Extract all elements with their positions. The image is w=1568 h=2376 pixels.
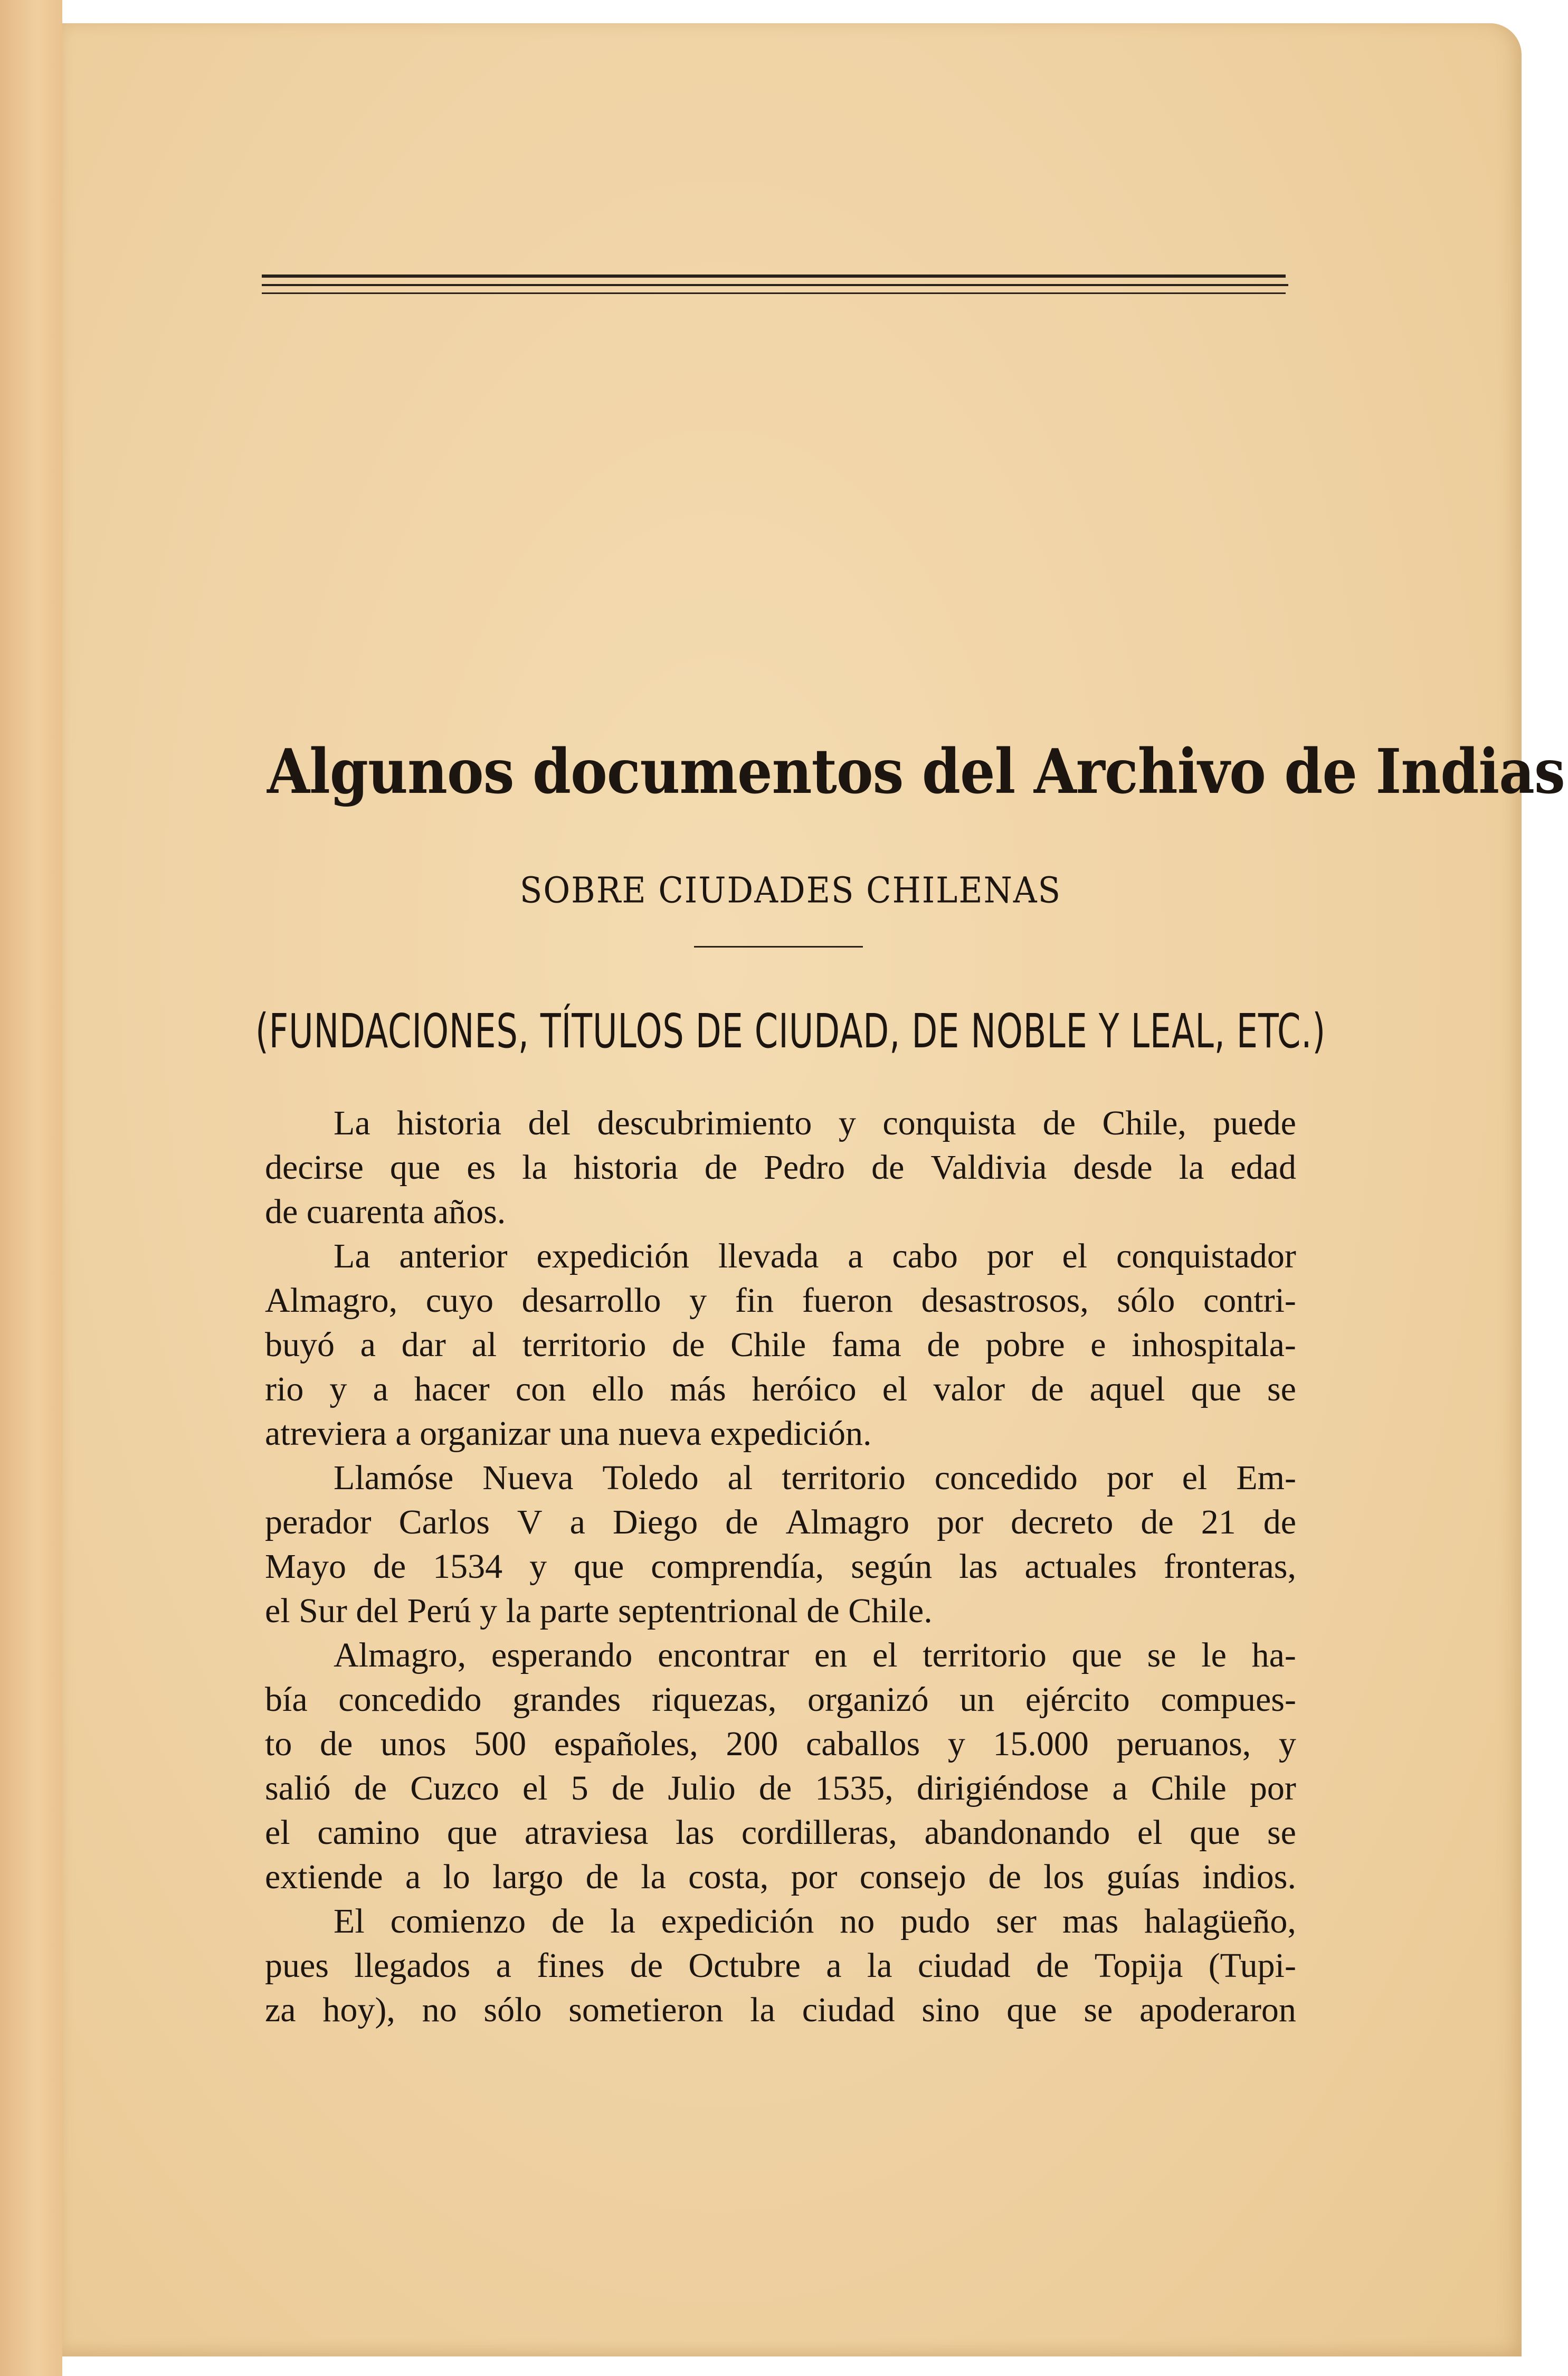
word: un <box>959 1680 995 1719</box>
paper-sheet <box>62 23 1565 2356</box>
word: por <box>937 1503 984 1541</box>
word: guías <box>1106 1858 1180 1896</box>
word: fama <box>831 1326 901 1364</box>
word: Mayo <box>265 1547 346 1586</box>
word: Almagro, <box>334 1636 467 1674</box>
word: unos <box>380 1725 446 1763</box>
word: za <box>265 1991 296 2029</box>
word: Almagro <box>785 1503 910 1541</box>
word: ejército <box>1025 1680 1130 1719</box>
word: atreviera <box>265 1414 396 1453</box>
text-line <box>265 1944 1296 1988</box>
word: de <box>758 1769 792 1807</box>
word: Chile. <box>848 1592 933 1630</box>
word: que <box>1071 1636 1122 1674</box>
word: bía <box>265 1680 308 1719</box>
word: Em- <box>1236 1459 1296 1497</box>
word: nueva <box>618 1414 710 1453</box>
word: ello <box>592 1370 644 1408</box>
text-line <box>265 1101 1296 1146</box>
word: españoles, <box>554 1725 698 1763</box>
word: sometieron <box>568 1991 724 2029</box>
word: a <box>569 1503 585 1541</box>
word: pudo <box>900 1902 971 1940</box>
word: y <box>479 1592 506 1630</box>
word: por <box>986 1237 1033 1275</box>
word: se <box>1267 1370 1296 1408</box>
word: más <box>670 1370 726 1408</box>
word: Julio <box>668 1769 736 1807</box>
word: del <box>528 1104 571 1142</box>
word: expedición <box>661 1902 814 1940</box>
text-line <box>265 1633 1296 1678</box>
word: sólo <box>483 1991 542 2029</box>
word: de <box>1141 1503 1174 1541</box>
word: que <box>1191 1370 1241 1408</box>
word: Chile, <box>1102 1104 1186 1142</box>
word: concedido <box>934 1459 1078 1497</box>
word: costa, <box>688 1858 769 1896</box>
word: una <box>559 1414 619 1453</box>
document-subtitle: SOBRE CIUDADES CHILENAS <box>519 869 1062 911</box>
word: septentrional <box>618 1592 807 1630</box>
word: llegados <box>354 1946 471 1985</box>
word: el <box>1182 1459 1208 1497</box>
word: ser <box>996 1902 1037 1940</box>
word: sino <box>921 1991 980 2029</box>
text-line <box>265 1234 1296 1279</box>
word: comprendía, <box>651 1547 824 1586</box>
document-title: Algunos documentos del Archivo de Indias <box>267 736 1565 808</box>
word: a <box>373 1370 388 1408</box>
word: por <box>1106 1459 1153 1497</box>
word: es <box>467 1148 496 1187</box>
word: compues- <box>1161 1680 1296 1719</box>
top-rule <box>262 292 1286 294</box>
word: la <box>867 1946 892 1985</box>
word: 200 <box>726 1725 778 1763</box>
word: a <box>1112 1769 1128 1807</box>
word: de <box>672 1326 705 1364</box>
word: la <box>522 1148 547 1187</box>
word: a <box>395 1414 420 1453</box>
text-line <box>265 1855 1296 1899</box>
text-line <box>265 1500 1296 1545</box>
text-line <box>265 1545 1296 1589</box>
word: largo <box>492 1858 564 1896</box>
word: dirigiéndose <box>916 1769 1089 1807</box>
word: ciudad <box>917 1946 1011 1985</box>
text-line <box>265 1678 1296 1722</box>
word: de <box>585 1858 619 1896</box>
word: cuyo <box>425 1281 494 1320</box>
word: organizar <box>420 1414 559 1453</box>
body-text <box>265 1101 1296 2032</box>
word: Perú <box>407 1592 480 1630</box>
word: según <box>851 1547 933 1586</box>
text-line <box>265 1456 1296 1500</box>
text-line <box>265 1323 1296 1367</box>
word: grandes <box>512 1680 621 1719</box>
word: que <box>447 1813 498 1852</box>
word: 5 <box>571 1769 588 1807</box>
word: la <box>1179 1148 1204 1187</box>
word: inhospitala- <box>1132 1326 1296 1364</box>
word: caballos <box>805 1725 920 1763</box>
text-line <box>265 1766 1296 1811</box>
word: expedición <box>536 1237 690 1275</box>
word: 21 <box>1201 1503 1236 1541</box>
word: que <box>389 1148 441 1187</box>
word: to <box>265 1725 292 1763</box>
word: al <box>727 1459 753 1497</box>
word: se <box>1147 1636 1176 1674</box>
word: edad <box>1230 1148 1296 1187</box>
word: Carlos <box>398 1503 490 1541</box>
word: territorio <box>923 1636 1047 1674</box>
word: ha- <box>1251 1636 1296 1674</box>
word: abandonando <box>924 1813 1110 1852</box>
word: a <box>826 1946 842 1985</box>
word: de <box>806 1592 849 1630</box>
word: de <box>1031 1370 1064 1408</box>
word: Sur <box>299 1592 356 1630</box>
word: hoy), <box>322 1991 395 2029</box>
word: 500 <box>474 1725 527 1763</box>
word: que <box>1006 1991 1057 2029</box>
word: Almagro, <box>265 1281 398 1320</box>
word: El <box>334 1902 365 1940</box>
word: (Tupi- <box>1208 1946 1296 1985</box>
top-rule <box>262 284 1288 286</box>
text-line <box>265 1589 1296 1633</box>
word: se <box>1084 1991 1113 2029</box>
word: hacer <box>414 1370 490 1408</box>
word: a <box>405 1858 421 1896</box>
section-heading: (FUNDACIONES, TÍTULOS DE CIUDAD, DE NOBLE Y LEAL, ETC.) <box>255 1004 1326 1059</box>
word: decreto <box>1011 1503 1114 1541</box>
word: las <box>959 1547 998 1586</box>
text-line <box>265 1412 1296 1456</box>
word: indios. <box>1202 1858 1296 1896</box>
word: desastrosos, <box>921 1281 1089 1320</box>
word: las <box>675 1813 715 1852</box>
word: 1534 <box>433 1547 503 1586</box>
word: el <box>522 1769 548 1807</box>
word: y <box>947 1725 965 1763</box>
binding-edge <box>0 0 62 2376</box>
word: territorio <box>522 1326 647 1364</box>
word: de <box>319 1725 353 1763</box>
word: peruanos, <box>1116 1725 1251 1763</box>
word: pues <box>265 1946 329 1985</box>
word: el <box>265 1592 299 1630</box>
word: ciudad <box>802 1991 895 2029</box>
word: e <box>1090 1326 1106 1364</box>
word: conquistador <box>1116 1237 1296 1275</box>
word: actuales <box>1024 1547 1137 1586</box>
word: Octubre <box>688 1946 801 1985</box>
word: lo <box>443 1858 470 1896</box>
word: La <box>334 1237 370 1275</box>
word: se <box>1267 1813 1296 1852</box>
word: parte <box>539 1592 618 1630</box>
word: le <box>1201 1636 1227 1674</box>
word: Chile <box>1151 1769 1227 1807</box>
word: de <box>1263 1503 1296 1541</box>
word: de <box>630 1946 663 1985</box>
word: el <box>882 1370 908 1408</box>
word: buyó <box>265 1326 335 1364</box>
word: La <box>334 1104 370 1142</box>
word: fines <box>537 1946 605 1985</box>
word: conquista <box>882 1104 1016 1142</box>
word: comienzo <box>390 1902 526 1940</box>
word: no <box>422 1991 457 2029</box>
word: Pedro <box>764 1148 845 1187</box>
word: y <box>1278 1725 1296 1763</box>
text-line <box>265 1988 1296 2032</box>
word: anterior <box>399 1237 508 1275</box>
word: que <box>574 1547 624 1586</box>
word: de <box>704 1148 738 1187</box>
word: el <box>872 1636 898 1674</box>
text-line <box>265 1279 1296 1323</box>
word: no <box>840 1902 875 1940</box>
word: 15.000 <box>993 1725 1089 1763</box>
word: de <box>725 1503 758 1541</box>
word: a <box>848 1237 863 1275</box>
word: aquel <box>1089 1370 1165 1408</box>
word: V <box>517 1503 543 1541</box>
word: encontrar <box>658 1636 790 1674</box>
word: heróico <box>752 1370 857 1408</box>
word: halagüeño, <box>1144 1902 1296 1940</box>
word: Llamóse <box>334 1459 454 1497</box>
word: años. <box>433 1192 506 1231</box>
word: a <box>360 1326 376 1364</box>
word: puede <box>1213 1104 1296 1142</box>
word: historia <box>397 1104 502 1142</box>
word: del <box>356 1592 407 1630</box>
word: contri- <box>1203 1281 1296 1320</box>
word: dar <box>401 1326 446 1364</box>
separator-rule <box>694 946 863 948</box>
word: salió <box>265 1769 331 1807</box>
word: de <box>373 1547 406 1586</box>
word: atraviesa <box>524 1813 649 1852</box>
word: que <box>1190 1813 1240 1852</box>
word: riquezas, <box>651 1680 777 1719</box>
word: Diego <box>612 1503 698 1541</box>
word: Chile <box>730 1326 806 1364</box>
word: Toledo <box>602 1459 699 1497</box>
word: expedición. <box>710 1414 872 1453</box>
word: de <box>1042 1104 1076 1142</box>
word: desarrollo <box>521 1281 661 1320</box>
word: de <box>1036 1946 1069 1985</box>
word: por <box>1249 1769 1296 1807</box>
word: esperando <box>491 1636 633 1674</box>
word: el <box>1062 1237 1088 1275</box>
word: la <box>506 1592 540 1630</box>
word: mas <box>1062 1902 1119 1940</box>
top-rule <box>262 274 1286 278</box>
text-line <box>265 1899 1296 1944</box>
word: pobre <box>985 1326 1065 1364</box>
word: y <box>689 1281 707 1320</box>
word: fronteras, <box>1163 1547 1296 1586</box>
word: Cuzco <box>410 1769 499 1807</box>
word: consejo <box>859 1858 966 1896</box>
word: perador <box>265 1503 372 1541</box>
word: 1535, <box>815 1769 894 1807</box>
word: historia <box>573 1148 678 1187</box>
word: a <box>496 1946 511 1985</box>
text-line <box>265 1722 1296 1766</box>
word: en <box>814 1636 848 1674</box>
word: valor <box>933 1370 1005 1408</box>
word: la <box>641 1858 666 1896</box>
word: concedido <box>338 1680 482 1719</box>
word: cordilleras, <box>741 1813 897 1852</box>
word: la <box>610 1902 635 1940</box>
text-line <box>265 1146 1296 1190</box>
word: extiende <box>265 1858 383 1896</box>
word: y <box>329 1370 347 1408</box>
word: de <box>611 1769 645 1807</box>
word: cabo <box>892 1237 958 1275</box>
word: fin <box>735 1281 774 1320</box>
word: descubrimiento <box>597 1104 812 1142</box>
word: y <box>529 1547 547 1586</box>
word: Topija <box>1094 1946 1183 1985</box>
word: con <box>515 1370 566 1408</box>
word: y <box>838 1104 856 1142</box>
text-line <box>265 1811 1296 1855</box>
word: decirse <box>265 1148 364 1187</box>
word: de <box>871 1148 905 1187</box>
word: sólo <box>1117 1281 1175 1320</box>
word: organizó <box>807 1680 929 1719</box>
word: de <box>354 1769 387 1807</box>
word: camino <box>317 1813 420 1852</box>
text-line <box>265 1190 1296 1234</box>
word: fueron <box>802 1281 893 1320</box>
word: desde <box>1073 1148 1153 1187</box>
word: al <box>471 1326 497 1364</box>
word: por <box>791 1858 838 1896</box>
word: Valdivia <box>930 1148 1047 1187</box>
word: apoderaron <box>1139 1991 1296 2029</box>
word: rio <box>265 1370 304 1408</box>
word: el <box>1137 1813 1163 1852</box>
word: de <box>265 1192 307 1231</box>
text-line <box>265 1367 1296 1412</box>
word: de <box>552 1902 585 1940</box>
word: de <box>927 1326 960 1364</box>
word: cuarenta <box>306 1192 433 1231</box>
word: llevada <box>718 1237 819 1275</box>
word: Nueva <box>482 1459 574 1497</box>
word: territorio <box>782 1459 906 1497</box>
word: el <box>265 1813 290 1852</box>
word: la <box>750 1991 775 2029</box>
word: de <box>988 1858 1021 1896</box>
word: los <box>1043 1858 1085 1896</box>
